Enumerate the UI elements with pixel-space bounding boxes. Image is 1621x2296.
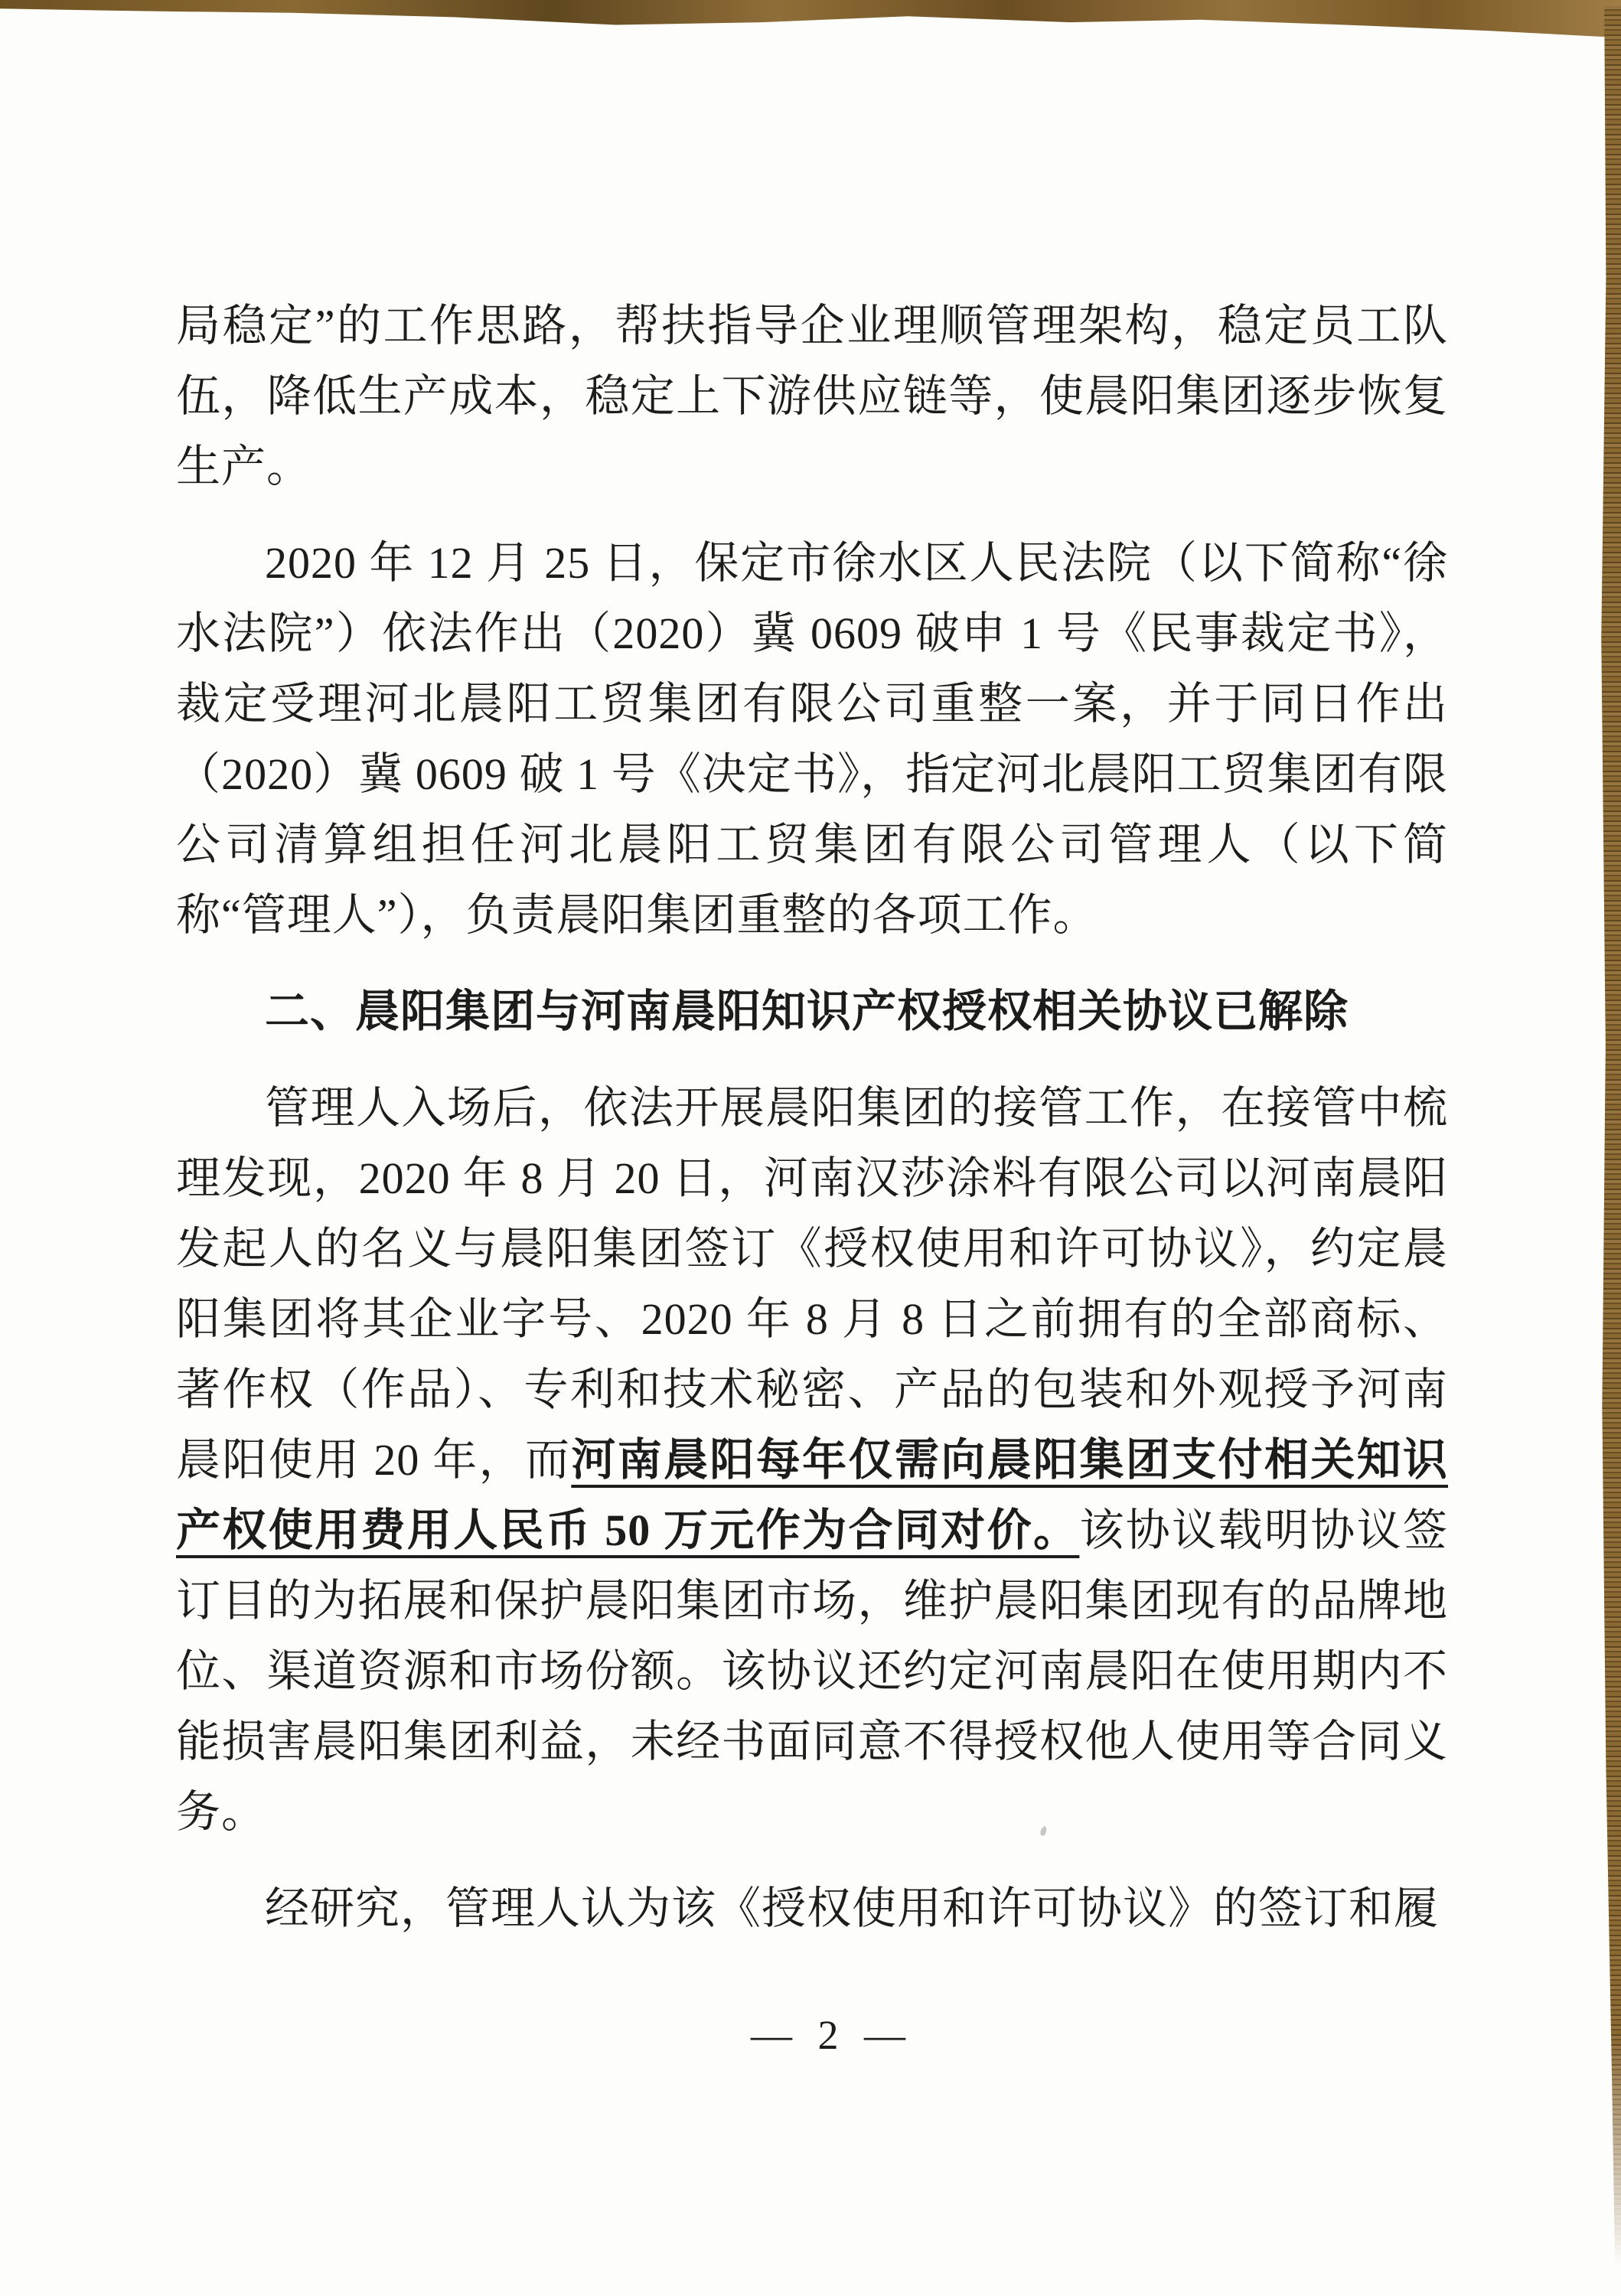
paragraph-continuation: 局稳定”的工作思路，帮扶指导企业理顺管理架构，稳定员工队伍，降低生产成本，稳定上下游供应链等，使晨阳集团逐步恢复生产。	[176, 301, 1448, 491]
scan-top-edge-artifact	[0, 0, 1621, 43]
page-number: — 2 —	[751, 2012, 913, 2058]
agreement-underlined-clause: 河南晨阳每年仅需向晨阳集团支付相关知识产权使用费用人民币 50 万元作为合同对价。	[176, 1435, 1448, 1555]
document-body	[176, 291, 1448, 1970]
paragraph-research: 经研究，管理人认为该《授权使用和许可协议》的签订和履	[265, 1883, 1440, 1933]
paragraph-agreement	[176, 1073, 1448, 1848]
scan-right-edge-artifact	[1600, 6, 1621, 2265]
section-heading-2: 二、晨阳集团与河南晨阳知识产权授权相关协议已解除	[265, 987, 1349, 1036]
paragraph-court-ruling: 2020 年 12 月 25 日，保定市徐水区人民法院（以下简称“徐水法院”）依法作出（2020）冀 0609 破申 1 号《民事裁定书》，裁定受理河北晨阳工贸集团有限公司重整一案，并于同日作出（2020）冀 0609 破 1 号《决定书》，指定河北晨阳工贸集团有限公司清算组担任河北晨阳工贸集团有限公司管理人（以下简称“管理人”），负责晨阳集团重整的各项工作。	[176, 538, 1448, 940]
agreement-text-lead: 管理人入场后，依法开展晨阳集团的接管工作，在接管中梳理发现，2020 年 8 月 20 日，河南汉莎涂料有限公司以河南晨阳发起人的名义与晨阳集团签订《授权使用和许可协议》，约定晨阳集团将其企业字号、2020 年 8 月 8 日之前拥有的全部商标、著作权（作品）、专利和技术秘密、产品的包装和外观授予河南晨阳使用 20 年，而	[176, 1083, 1448, 1485]
agreement-text-tail: 该协议载明协议签订目的为拓展和保护晨阳集团市场，维护晨阳集团现有的品牌地位、渠道资源和市场份额。该协议还约定河南晨阳在使用期内不能损害晨阳集团利益，未经书面同意不得授权他人使用等合同义务。	[176, 1505, 1448, 1837]
